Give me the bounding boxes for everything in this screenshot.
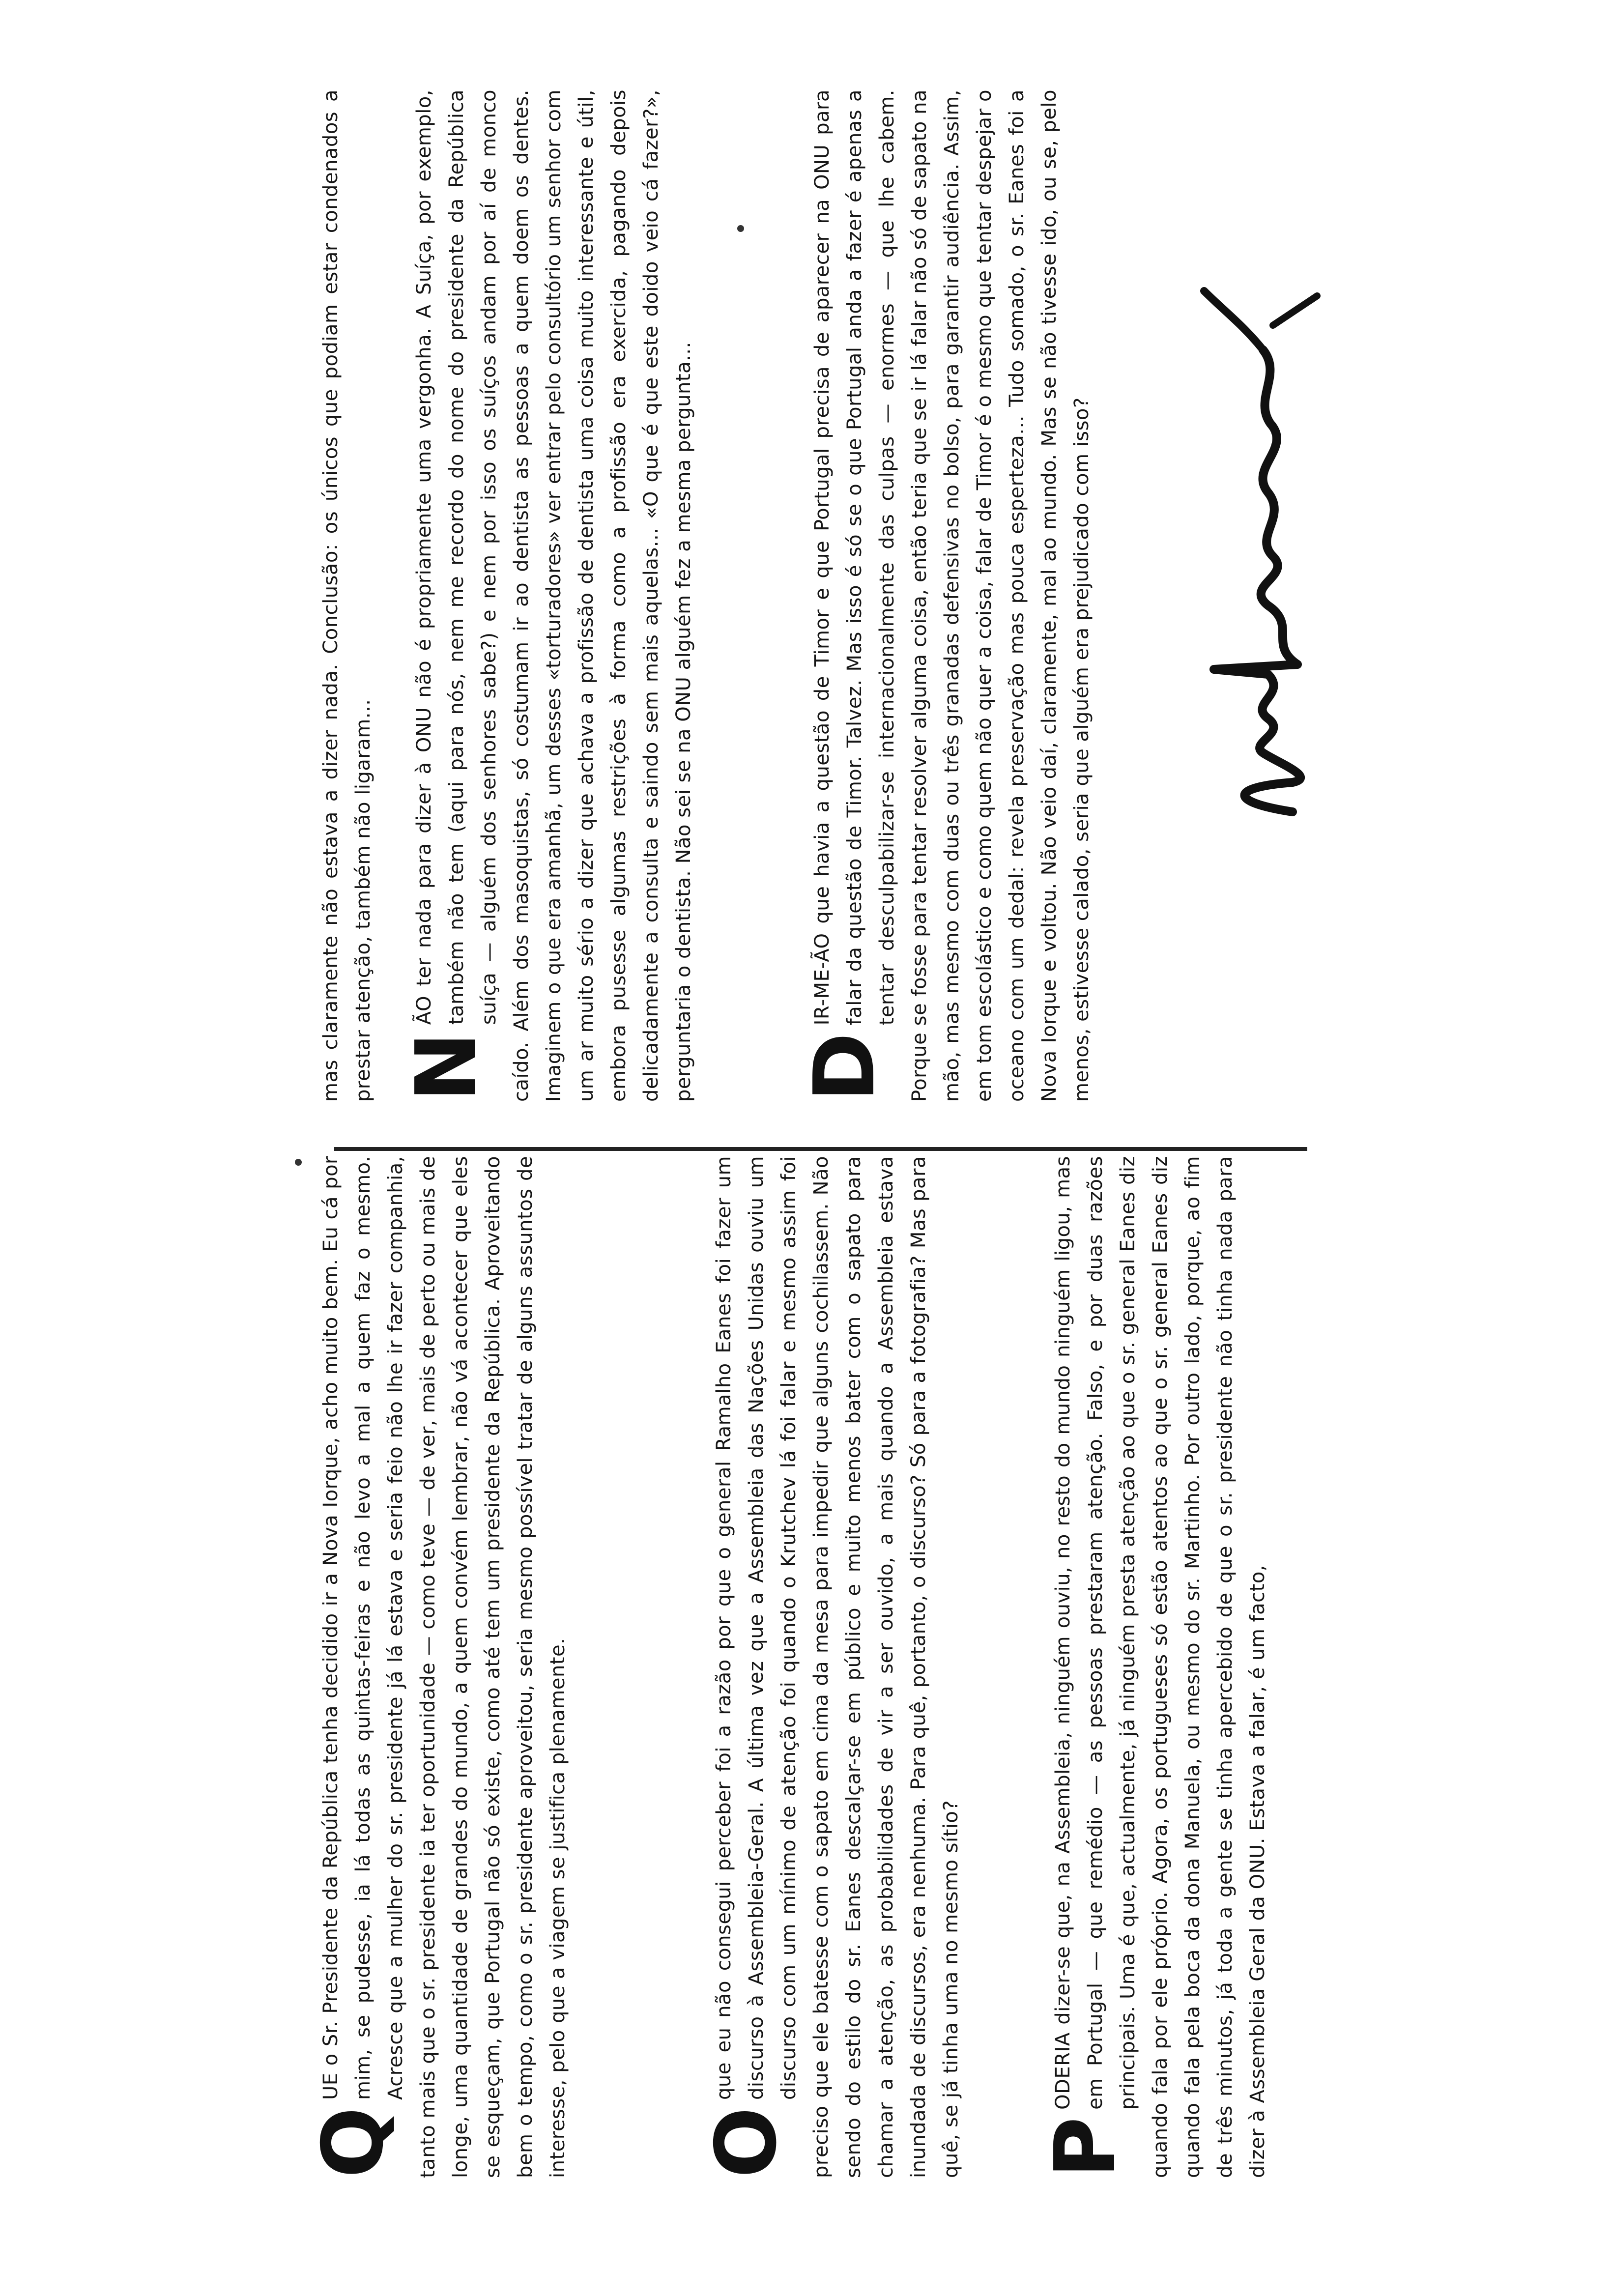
column-3 [1037,1156,1274,2178]
paragraph-6: IR-ME-ÃO que havia a questão de Timor e que Portugal precisa de aparecer na ONU para falar da questão de Timor. Talvez. Mas isso é só se o que Portugal anda a fazer é apenas a tentar desculpabilizar-se internacionalmente das culpas — enormes — que lhe cabem. Porque se fosse para tentar resolver alguma coisa, então teria que se ir lá falar não só de sapato na mão, mas mesmo com duas ou três granadas defensivas no bolso, para garantir audiência. Assim, em tom escolástico e como quem não quer a coisa, falar de Timor é o mesmo que tentar despejar o oceano com um dedal: revela preservação mas pouca esperteza... Tudo somado, o sr. Eanes foi a Nova Iorque e voltou. Não veio daí, claramente, mal ao mundo. Mas se não tivesse ido, ou se, pelo menos, estivesse calado, seria que alguém era prejudicado com isso? [811,89,1093,1102]
dropcap-q: Q [305,2106,402,2178]
column-divider [334,1147,1307,1151]
dropcap-p: P [1037,2116,1134,2178]
paragraph-2: que eu não consegui perceber foi a razão por que o general Ramalho Eanes foi fazer um discurso à Assembleia-Geral. A última vez que a Assembleia das Nações Unidas ouviu um discurso com um mínimo de atenção foi quando o Krutchev lá foi falar e mesmo assim foi preciso que ele batesse com o sapato em cima da mesa para impedir que alguns cochilassem. Não sendo do estilo do sr. Eanes descalçar-se em público e muito menos bater com o sapato para chamar a atenção, as probabilidades de vir a ser ouvido, a mais quando a Assembleia estava inundada de discursos, era nenhuma. Para quê, portanto, o discurso? Só para a fotografia? Mas para quê, se já tinha uma no mesmo sítio? [713,1156,962,2178]
author-signature [1170,271,1347,832]
paragraph-5: ÃO ter nada para dizer à ONU não é propriamente uma vergonha. A Suíça, por exemplo, também não tem (aqui para nós, nem me recordo do nome do presidente da República suíça — alguém dos senhores sabe?) e nem por isso os suíços andam por aí de monco caído. Além dos masoquistas, só costumam ir ao dentista as pessoas a quem doem os dentes. Imaginem o que era amanhã, um desses «torturadores» ver entrar pelo consultório um senhor com um ar muito sério a dizer que achava a profissão de dentista uma coisa muito interessante e útil, embora pusesse algumas restrições à forma como a profissão era exercida, pagando depois delicadamente a consulta e saindo sem mais aquelas... «O que é que este doido veio cá fazer?», perguntaria o dentista. Não sei se na ONU alguém fez a mesma pergunta... [413,89,695,1102]
column-4 [315,89,379,1102]
dropcap-n: N [398,1032,495,1102]
paragraph-1: UE o Sr. Presidente da República tenha decidido ir a Nova Iorque, acho muito bem. Eu cá por mim, se pudesse, ia lá todas as quintas-feiras e não levo a mal a quem faz o mesmo. Acresce que a mulher do sr. presidente já lá estava e seria feio não lhe ir fazer companhia, tanto mais que o sr. presidente ia ter oportunidade — como teve — de ver, mais de perto ou mais de longe, uma quantidade de grandes do mundo, a quem convém lembrar, não vá acontecer que eles se esqueçam, que Portugal não só existe, como até tem um presidente da República. Aproveitando bem o tempo, como o sr. presidente aproveitou, seria mesmo possível tratar de alguns assuntos de interesse, pelo que a viagem se justifica plenamente. [319,1156,569,2178]
paragraph-3: ODERIA dizer-se que, na Assembleia, ninguém ouviu, no resto do mundo ninguém ligou, mas em Portugal — que remédio — as pessoas prestaram atenção. Falso, e por duas razões principais. Uma é que, actualmente, já ninguém presta atenção ao que o sr. general Eanes diz quando fala por ele próprio. Agora, os portugueses só estão atentos ao que o sr. general Eanes diz quando fala pela boca da dona Manuela, ou mesmo do sr. Martinho. Por outro lado, porque, ao fim de três minutos, já toda a gente se tinha apercebido de que o sr. presidente não tinha nada para dizer à Assembleia Geral da ONU. Estava a falar, é um facto, [1052,1156,1269,2178]
dropcap-d: D [796,1032,893,1102]
column-2 [698,1156,967,2178]
paragraph-4: mas claramente não estava a dizer nada. Conclusão: os únicos que podiam estar condenados a prestar atenção, também não ligaram... [319,89,374,1102]
dropcap-o: O [698,2106,795,2178]
scan-speck [737,225,744,232]
column-1 [305,1156,574,2178]
column-5 [398,89,700,1102]
column-6 [796,89,1098,1102]
scan-speck [295,1159,302,1166]
